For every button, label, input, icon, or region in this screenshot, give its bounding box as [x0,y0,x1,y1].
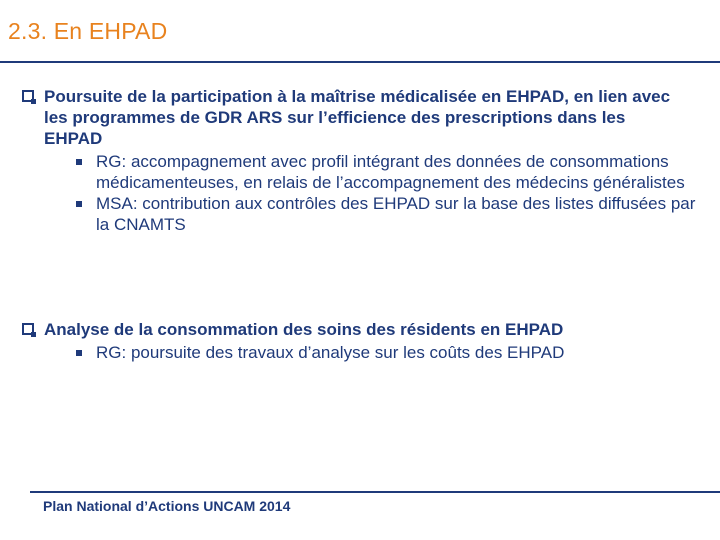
bullet-section [22,319,712,363]
bullet-main-text: Poursuite de la participation à la maîtrise médicalisée en EHPAD, en lien avec les programmes de GDR ARS sur l’efficience des prescriptions dans les EHPAD [44,87,671,148]
sub-bullet-text: RG: accompagnement avec profil intégrant des données de consommations médicamenteuses, en relais de l’accompagnement des médecins généralistes [96,152,685,192]
sub-bullet-text: RG: poursuite des travaux d’analyse sur les coûts des EHPAD [96,343,565,362]
sub-bullet-list [76,342,712,363]
bullet-main-text: Analyse de la consommation des soins des résidents en EHPAD [44,320,564,339]
bullet-section [22,86,712,235]
square-bullet-icon [76,350,82,356]
square-bullet-icon [76,159,82,165]
sub-bullet-item [76,151,712,193]
sub-bullet-item [76,193,712,235]
slide-footer: Plan National d’Actions UNCAM 2014 [43,498,291,514]
checkbox-bullet-icon [22,90,34,102]
checkbox-bullet-icon [22,323,34,335]
sub-bullet-text: MSA: contribution aux contrôles des EHPAD sur la base des listes diffusées par la CNAMTS [96,194,696,234]
footer-divider [30,491,720,493]
slide-title: 2.3. En EHPAD [8,18,168,44]
title-divider [0,61,720,63]
sub-bullet-list [76,151,712,235]
sub-bullet-item [76,342,712,363]
square-bullet-icon [76,201,82,207]
